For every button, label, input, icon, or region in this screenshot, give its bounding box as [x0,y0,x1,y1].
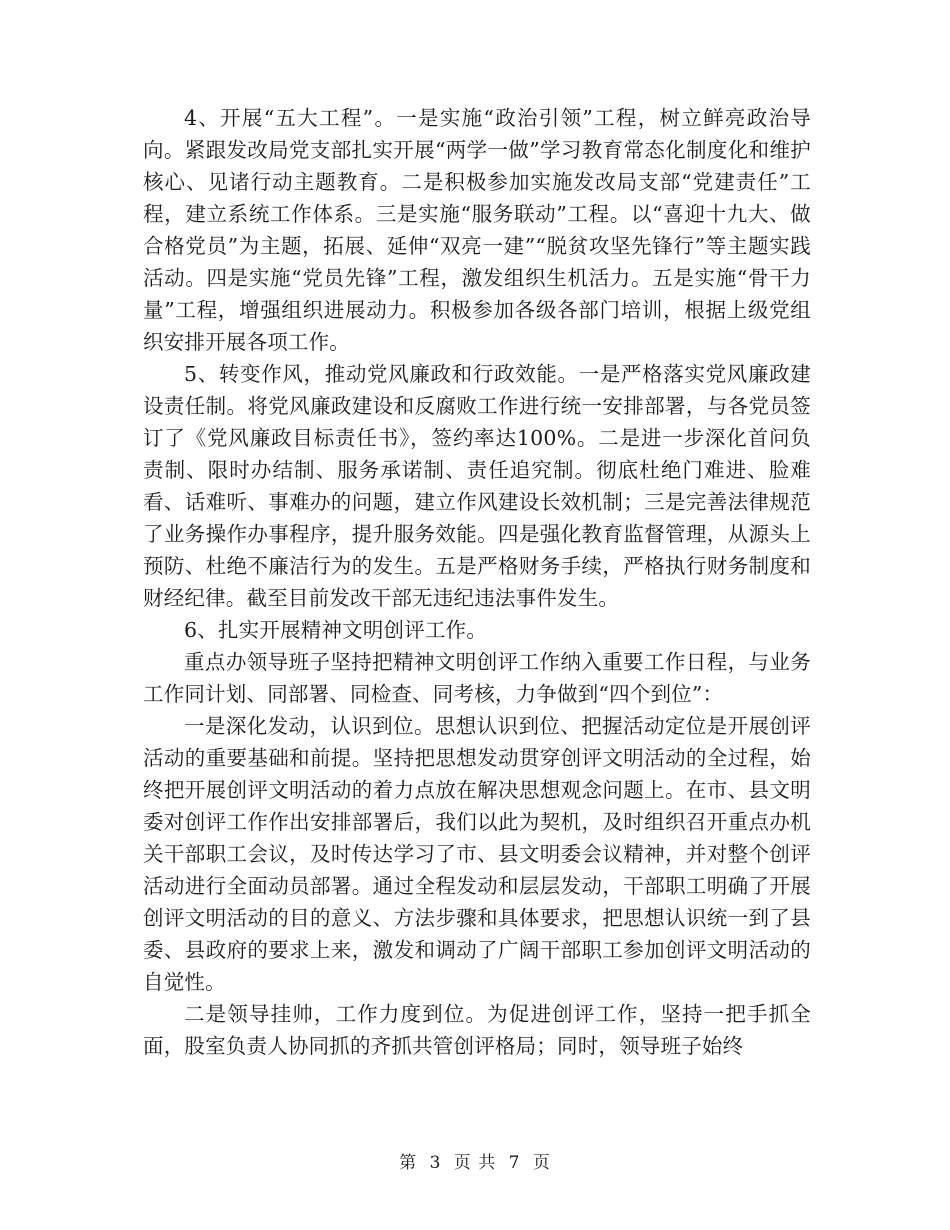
footer-suffix: 页 [532,1153,551,1173]
document-body [143,102,811,1062]
page-number-footer [0,1148,950,1173]
paragraph-leadership-intro: 重点办领导班子坚持把精神文明创评工作纳入重要工作日程，与业务工作同计划、同部署、同检查、同考核，力争做到“四个到位”： [143,650,811,706]
paragraph-five-projects: 4、开展“五大工程”。一是实施“政治引领”工程，树立鲜亮政治导向。紧跟发改局党支部扎实开展“两学一做”学习教育常态化制度化和维护核心、见诸行动主题教育。二是积极参加实施发改局支部“党建责任”工程，建立系统工作体系。三是实施“服务联动”工程。以“喜迎十九大、做合格党员”为主题，拓展、延伸“双亮一建”“脱贫攻坚先锋行”等主题实践活动。四是实施“党员先锋”工程，激发组织生机活力。五是实施“骨干力量”工程，增强组织进展动力。积极参加各级各部门培训，根据上级党组织安排开展各项工作。 [143,106,811,354]
paragraph-work-style: 5、转变作风，推动党风廉政和行政效能。一是严格落实党风廉政建设责任制。将党风廉政建设和反腐败工作进行统一安排部署，与各党员签订了《党风廉政目标责任书》，签约率达100%。二是进一步深化首问负责制、限时办结制、服务承诺制、责任追究制。彻底杜绝门难进、脸难看、话难听、事难办的问题，建立作风建设长效机制；三是完善法律规范了业务操作办事程序，提升服务效能。四是强化教育监督管理，从源头上预防、杜绝不廉洁行为的发生。五是严格财务手续，严格执行财务制度和财经纪律。截至目前发改干部无违纪违法事件发生。 [143,362,811,610]
paragraph-leadership-charge: 二是领导挂帅，工作力度到位。为促进创评工作，坚持一把手抓全面，股室负责人协同抓的齐抓共管创评格局；同时，领导班子始终 [143,1002,811,1058]
footer-total-pages: 7 [508,1153,521,1173]
paragraph-mobilization: 一是深化发动，认识到位。思想认识到位、把握活动定位是开展创评活动的重要基础和前提。坚持把思想发动贯穿创评文明活动的全过程，始终把开展创评文明活动的着力点放在解决思想观念问题上。在市、县文明委对创评工作作出安排部署后，我们以此为契机，及时组织召开重点办机关干部职工会议，及时传达学习了市、县文明委会议精神，并对整个创评活动进行全面动员部署。通过全程发动和层层发动，干部职工明确了开展创评文明活动的目的意义、方法步骤和具体要求，把思想认识统一到了县委、县政府的要求上来，激发和调动了广阔干部职工参加创评文明活动的自觉性。 [143,714,811,994]
footer-prefix: 第 [399,1153,418,1173]
footer-current-page: 3 [429,1153,442,1173]
footer-middle: 页 共 [453,1153,497,1173]
paragraph-civilization-heading: 6、扎实开展精神文明创评工作。 [184,618,488,642]
